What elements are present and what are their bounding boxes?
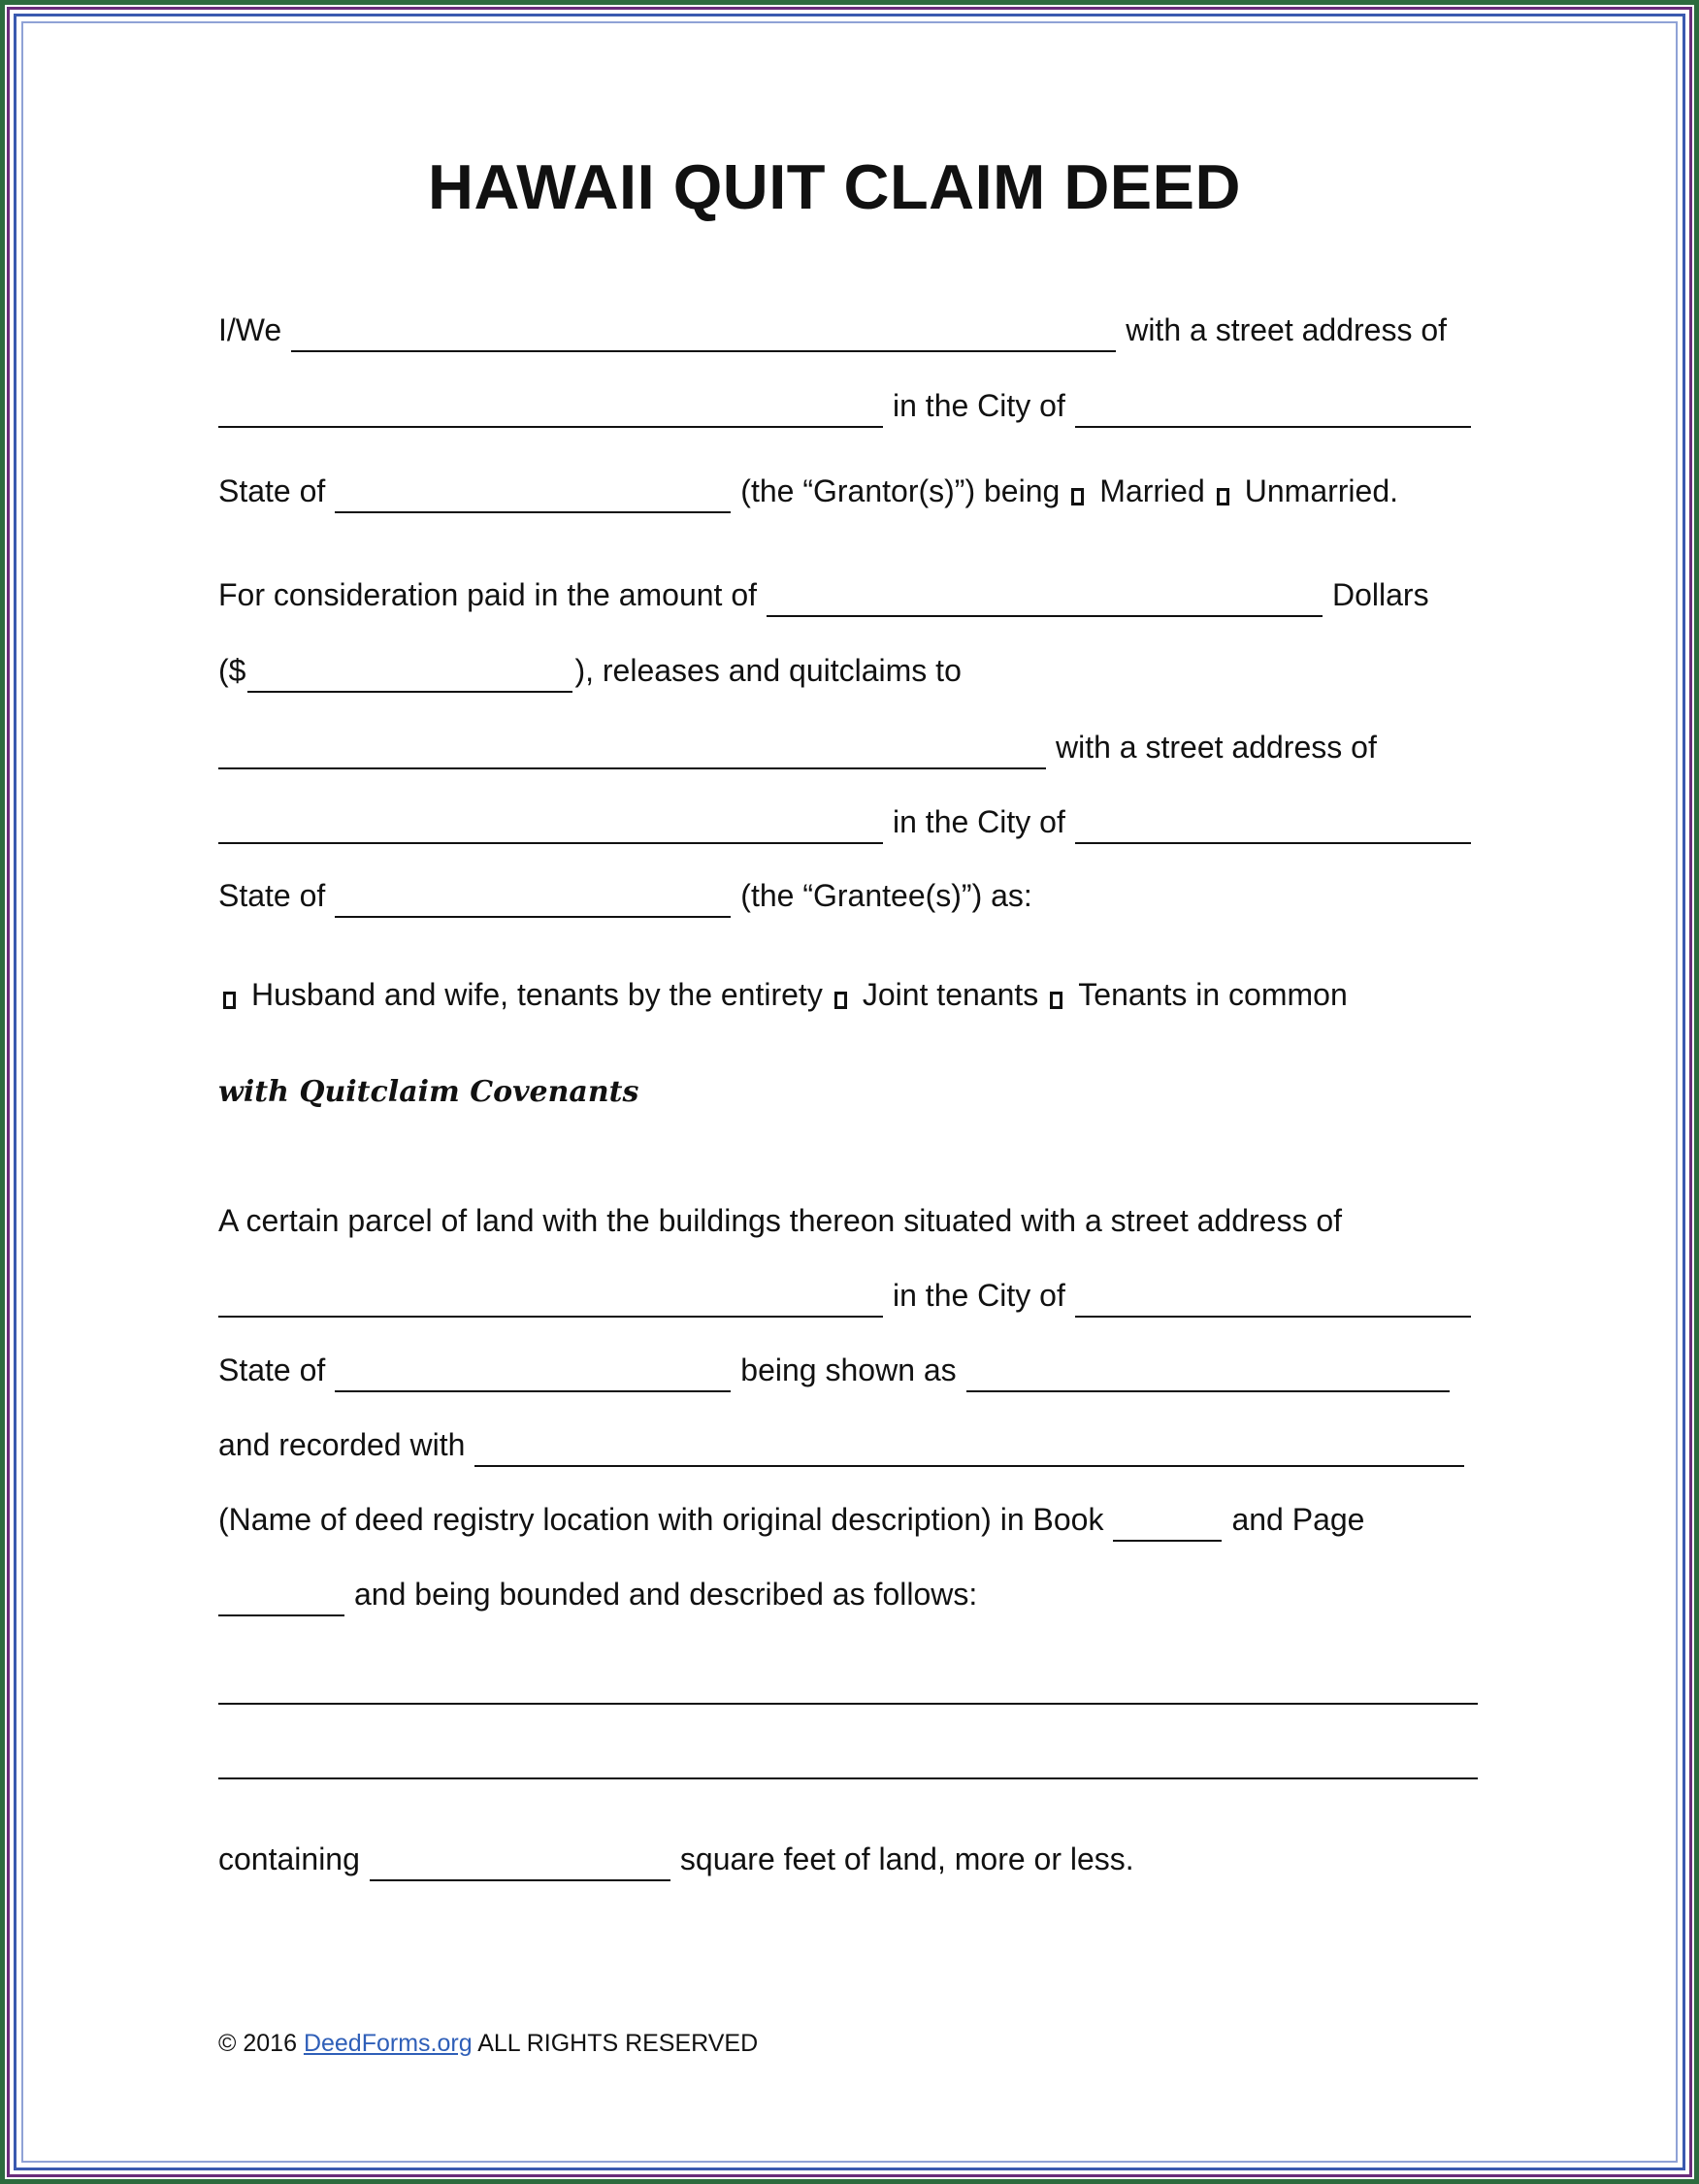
tenants-in-common-checkbox[interactable] <box>1050 992 1062 1009</box>
grantee-line-1 <box>218 725 1377 769</box>
consideration-amount-label: For consideration paid in the amount of <box>218 577 757 612</box>
we-label: I/We <box>218 312 282 347</box>
shown-as-field[interactable] <box>966 1357 1450 1392</box>
grantee-line-3 <box>218 873 1032 918</box>
copyright-text: © 2016 <box>218 2030 297 2057</box>
parcel-intro-line <box>218 1198 1342 1243</box>
tenancy-entirety-checkbox[interactable] <box>223 992 236 1009</box>
square-feet-label: square feet of land, more or less. <box>679 1842 1134 1876</box>
grantor-city-field[interactable] <box>1075 393 1471 428</box>
covenants-heading: with Quitclaim Covenants <box>218 1075 639 1109</box>
consideration-amount-field[interactable] <box>767 582 1323 617</box>
parcel-line-4 <box>218 1422 1464 1467</box>
grantee-street-address-label: with a street address of <box>1056 730 1377 765</box>
grantee-city-label: in the City of <box>893 804 1065 839</box>
grantor-name-field[interactable] <box>291 317 1116 352</box>
tenants-in-common-label: Tenants in common <box>1078 977 1348 1012</box>
grantor-line-1 <box>218 308 1447 352</box>
parcel-city-field[interactable] <box>1075 1283 1471 1318</box>
dollars-label: Dollars <box>1332 577 1429 612</box>
grantor-line-2 <box>218 383 1471 428</box>
description-line-2[interactable] <box>218 1777 1478 1779</box>
page-label: and Page <box>1231 1502 1365 1537</box>
page-number-field[interactable] <box>218 1581 344 1616</box>
parcel-line-2 <box>218 1273 1471 1318</box>
dollar-prefix: ($ <box>218 653 246 688</box>
joint-tenants-checkbox[interactable] <box>834 992 847 1009</box>
footer <box>218 2030 758 2058</box>
containing-line <box>218 1837 1134 1881</box>
parcel-line-3 <box>218 1348 1450 1392</box>
document-title: HAWAII QUIT CLAIM DEED <box>428 151 1241 222</box>
recorded-with-label: and recorded with <box>218 1427 466 1462</box>
tenancy-options <box>218 972 1348 1017</box>
recorded-with-field[interactable] <box>474 1432 1464 1467</box>
grantee-label: (the “Grantee(s)”) as: <box>740 878 1032 913</box>
description-line-1[interactable] <box>218 1703 1478 1705</box>
grantor-street-address-label: with a street address of <box>1126 312 1448 347</box>
parcel-line-5 <box>218 1497 1364 1542</box>
grantor-state-label: State of <box>218 473 326 508</box>
unmarried-label: Unmarried. <box>1244 473 1399 508</box>
shown-as-label: being shown as <box>740 1353 957 1387</box>
square-feet-field[interactable] <box>370 1846 670 1881</box>
grantee-name-field[interactable] <box>218 734 1046 769</box>
grantor-line-3 <box>218 469 1398 513</box>
consideration-line-1 <box>218 572 1429 617</box>
grantor-state-field[interactable] <box>335 478 731 513</box>
grantor-street-address-field[interactable] <box>218 393 883 428</box>
tenancy-entirety-label: Husband and wife, tenants by the entirety <box>251 977 823 1012</box>
book-field[interactable] <box>1113 1507 1222 1542</box>
parcel-line-6 <box>218 1572 977 1616</box>
married-label: Married <box>1099 473 1205 508</box>
containing-label: containing <box>218 1842 360 1876</box>
deedforms-link[interactable]: DeedForms.org <box>303 2030 473 2057</box>
bounded-label: and being bounded and described as follows: <box>354 1577 978 1612</box>
dollar-amount-field[interactable] <box>247 658 572 693</box>
married-checkbox[interactable] <box>1071 488 1084 505</box>
rights-text: ALL RIGHTS RESERVED <box>477 2030 759 2057</box>
parcel-state-label: State of <box>218 1353 326 1387</box>
grantee-line-2 <box>218 799 1471 844</box>
parcel-intro: A certain parcel of land with the buildings thereon situated with a street address of <box>218 1203 1343 1238</box>
grantee-city-field[interactable] <box>1075 809 1471 844</box>
grantor-city-label: in the City of <box>893 388 1065 423</box>
parcel-city-label: in the City of <box>893 1278 1065 1313</box>
parcel-state-field[interactable] <box>335 1357 731 1392</box>
joint-tenants-label: Joint tenants <box>862 977 1039 1012</box>
consideration-line-2 <box>218 648 962 693</box>
unmarried-checkbox[interactable] <box>1217 488 1229 505</box>
grantor-label: (the “Grantor(s)”) being <box>740 473 1061 508</box>
grantee-state-field[interactable] <box>335 883 731 918</box>
parcel-street-address-field[interactable] <box>218 1283 883 1318</box>
releases-label: ), releases and quitclaims to <box>574 653 962 688</box>
grantee-street-address-field[interactable] <box>218 809 883 844</box>
registry-label: (Name of deed registry location with original description) in Book <box>218 1502 1104 1537</box>
grantee-state-label: State of <box>218 878 326 913</box>
